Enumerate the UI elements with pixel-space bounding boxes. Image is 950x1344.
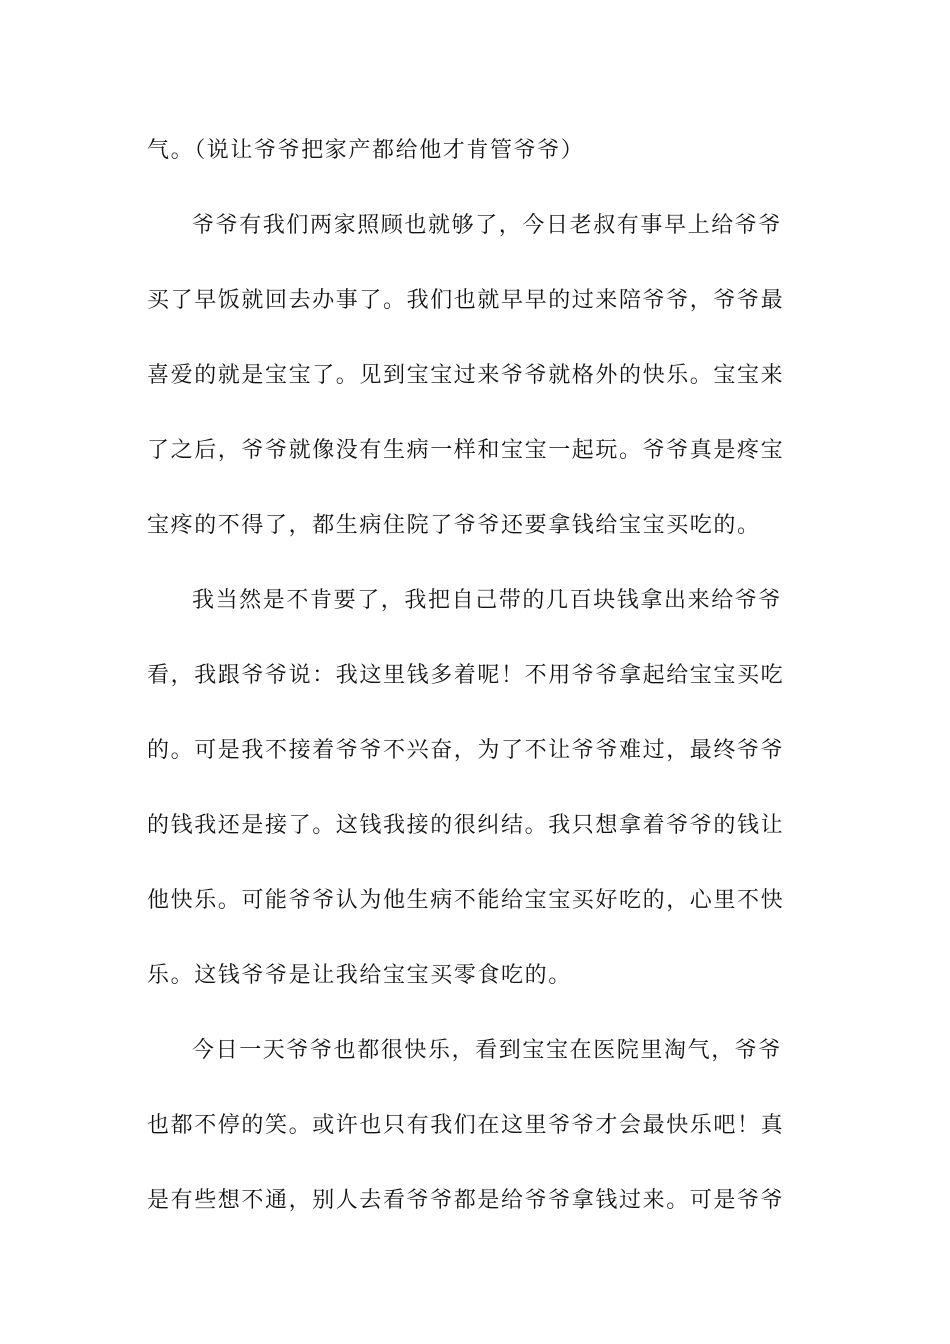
text-line: 也都不停的笑。或许也只有我们在这里爷爷才会最快乐吧！真 [147,1113,785,1138]
text-line: 是有些想不通，别人去看爷爷都是给爷爷拿钱过来。可是爷爷 [147,1188,785,1213]
text-line: 他快乐。可能爷爷认为他生病不能给宝宝买好吃的，心里不快 [147,888,785,913]
paragraph-first-line: 我当然是不肯要了，我把自己带的几百块钱拿出来给爷爷 [192,588,783,613]
text-line: 看，我跟爷爷说：我这里钱多着呢！不用爷爷拿起给宝宝买吃 [147,663,785,688]
text-line: 乐。这钱爷爷是让我给宝宝买零食吃的。 [147,963,572,988]
text-line: 的钱我还是接了。这钱我接的很纠结。我只想拿着爷爷的钱让 [147,813,785,838]
paragraph-first-line: 爷爷有我们两家照顾也就够了，今日老叔有事早上给爷爷 [192,213,783,238]
paragraph-first-line: 今日一天爷爷也都很快乐，看到宝宝在医院里淘气，爷爷 [192,1038,783,1063]
text-line: 气。（说让爷爷把家产都给他才肯管爷爷） [147,138,585,163]
text-line: 了之后，爷爷就像没有生病一样和宝宝一起玩。爷爷真是疼宝 [147,438,785,463]
text-line: 喜爱的就是宝宝了。见到宝宝过来爷爷就格外的快乐。宝宝来 [147,363,785,388]
text-line: 买了早饭就回去办事了。我们也就早早的过来陪爷爷，爷爷最 [147,288,785,313]
text-line: 的。可是我不接着爷爷不兴奋，为了不让爷爷难过，最终爷爷 [147,738,785,763]
text-line: 宝疼的不得了，都生病住院了爷爷还要拿钱给宝宝买吃的。 [147,513,761,538]
